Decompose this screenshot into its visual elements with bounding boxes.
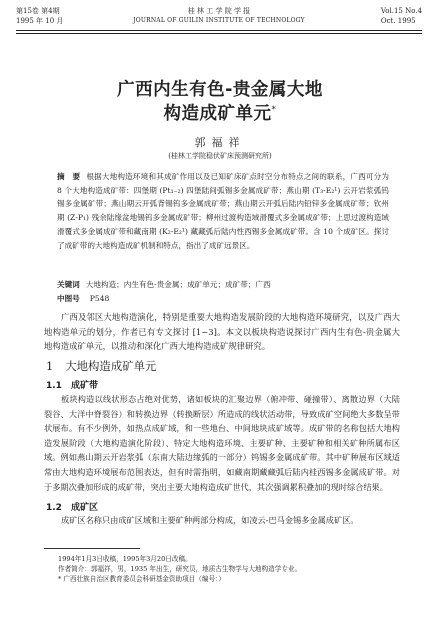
author-name: 郭福祥 xyxy=(194,136,246,149)
date-cn: 1995 年 10 月 xyxy=(16,17,64,25)
keywords-text: 大地构造；内生有色-贵金属；成矿单元；成矿带；广西 xyxy=(85,280,271,289)
footnote-rule xyxy=(44,548,140,549)
subsection-number: 1.1 xyxy=(46,381,62,391)
abstract xyxy=(57,170,389,252)
keywords xyxy=(57,279,389,290)
section-number: 1 xyxy=(46,359,54,373)
subsection-1-1-body: 板块构造以线状形态占绝对优势，诸如板块的汇聚边界（俯冲带、碰撞带）、离散边界（大陆裂谷、大洋中脊裂谷）和转换边界（转换断层）所造成的线状活动带，导致成矿空间绝大多数呈带状展布。有不少例外，如热点成矿域，和一些地台、中间地块成矿域等。成矿带的名称包括大地构造发展阶段（大地构造演化阶段）、特定大地构造环境、主要矿种、主要矿种和相关矿种所属布区域。例如燕山期云开岩浆弧（东南大陆边缘弧的一部分）钨锡多金属成矿带。其中矿种展布区域适常由大地构造环境展布范围表达，但有时需指明，如藏南期藏藏弧后陆内桂西锡多金属成矿带。对于多期次叠加形成的成矿带，突出主要大地构造成矿世代，其次强调累积叠加的现时综合结果。 xyxy=(44,394,400,492)
footnote-funding: * 广西壮族自治区教育委员会科研基金资助项目（编号：） xyxy=(58,575,225,584)
header-right xyxy=(381,6,422,26)
classification-number xyxy=(57,293,109,304)
classification-text: P548 xyxy=(89,294,110,303)
keywords-label: 关键词 xyxy=(57,280,80,289)
date-en: Oct. 1995 xyxy=(380,17,416,25)
journal-header xyxy=(16,6,422,30)
header-rule-thin xyxy=(16,33,422,34)
footnote-received: 1994年1月3日收稿，1995年3月20日改稿。 xyxy=(58,555,192,563)
paper-title-line2-text: 构造成矿单元 xyxy=(163,104,272,124)
abstract-text: 根据大地构造环境和其成矿作用以及已知矿床矿点时空分布特点之间的联系，广西可分为 8 个大地构造成矿带：四堡期 (Pt₁₋₂) 四堡陆间弧锡多金属成矿带；燕山期 (T₃-E₂¹) 云开岩浆弧钨锡多金属矿带；燕山期云开弧背锡钨多金属成矿带；燕山期云开弧后陆内铅锌多金属成矿带；钦州期 (Z-P₁) 残余陆缘盆地锡钨多金属成矿带；柳州过渡构造域滑覆式多金属成矿带；上思过渡构造域滑覆式多金属成矿带和藏南期 (K₂-E₂¹) 藏藏弧后陆内性西锡多金属成矿带。含 10 个成矿区。探讨了成矿带的大地构造成矿机制和特点，指出了成矿远景区。 xyxy=(57,172,390,250)
paper-title-line2 xyxy=(0,100,440,125)
classification-label: 中图号 xyxy=(57,294,80,303)
subsection-heading-1-2 xyxy=(46,500,98,513)
volume-issue-cn: 第15卷 第4期 xyxy=(16,7,60,15)
volume-issue-en: Vol.15 No.4 xyxy=(380,7,422,15)
subsection-title: 成矿区 xyxy=(70,503,98,513)
journal-name-en: JOURNAL OF GUILIN INSTITUTE OF TECHNOLOGY xyxy=(133,17,305,24)
header-center xyxy=(16,6,422,26)
title-footnote-mark: * xyxy=(271,105,277,116)
abstract-label: 摘 要 xyxy=(57,172,81,181)
paper-title-line1: 广西内生有色-贵金属大地 xyxy=(117,80,323,100)
subsection-1-2-body: 成矿区名称只由成矿区域和主要矿种两部分构成，如凌云-巴马金锡多金属成矿区。 xyxy=(61,515,359,525)
intro-paragraph: 广西及邻区大地构造演化，特别是重要大地构造发展阶段的大地构造环境研究，以及广西大地构造单元的划分，作者已有专文探讨 [1~3]。本文以板块构造说探讨广西内生有色-贵金属大地构造成矿单元，以推动和深化广西大地构造成矿规律研究。 xyxy=(44,312,400,351)
footnotes xyxy=(58,554,388,585)
section-title: 大地构造成矿单元 xyxy=(65,359,157,373)
section-heading-1 xyxy=(46,358,156,374)
journal-name-cn: 桂 林 工 学 院 学 报 xyxy=(187,7,251,15)
author-affiliation: (桂林工学院稳伏矿床预测研究所) xyxy=(168,152,272,160)
header-rule-thick xyxy=(16,30,422,31)
subsection-title: 成矿带 xyxy=(70,381,98,391)
subsection-number: 1.2 xyxy=(46,503,62,513)
subsection-heading-1-1 xyxy=(46,378,98,391)
footnote-author-bio: 作者简介：郭福祥，男，1935 年出生，研究员，地质古生物学与大地构造学专业。 xyxy=(58,565,302,574)
